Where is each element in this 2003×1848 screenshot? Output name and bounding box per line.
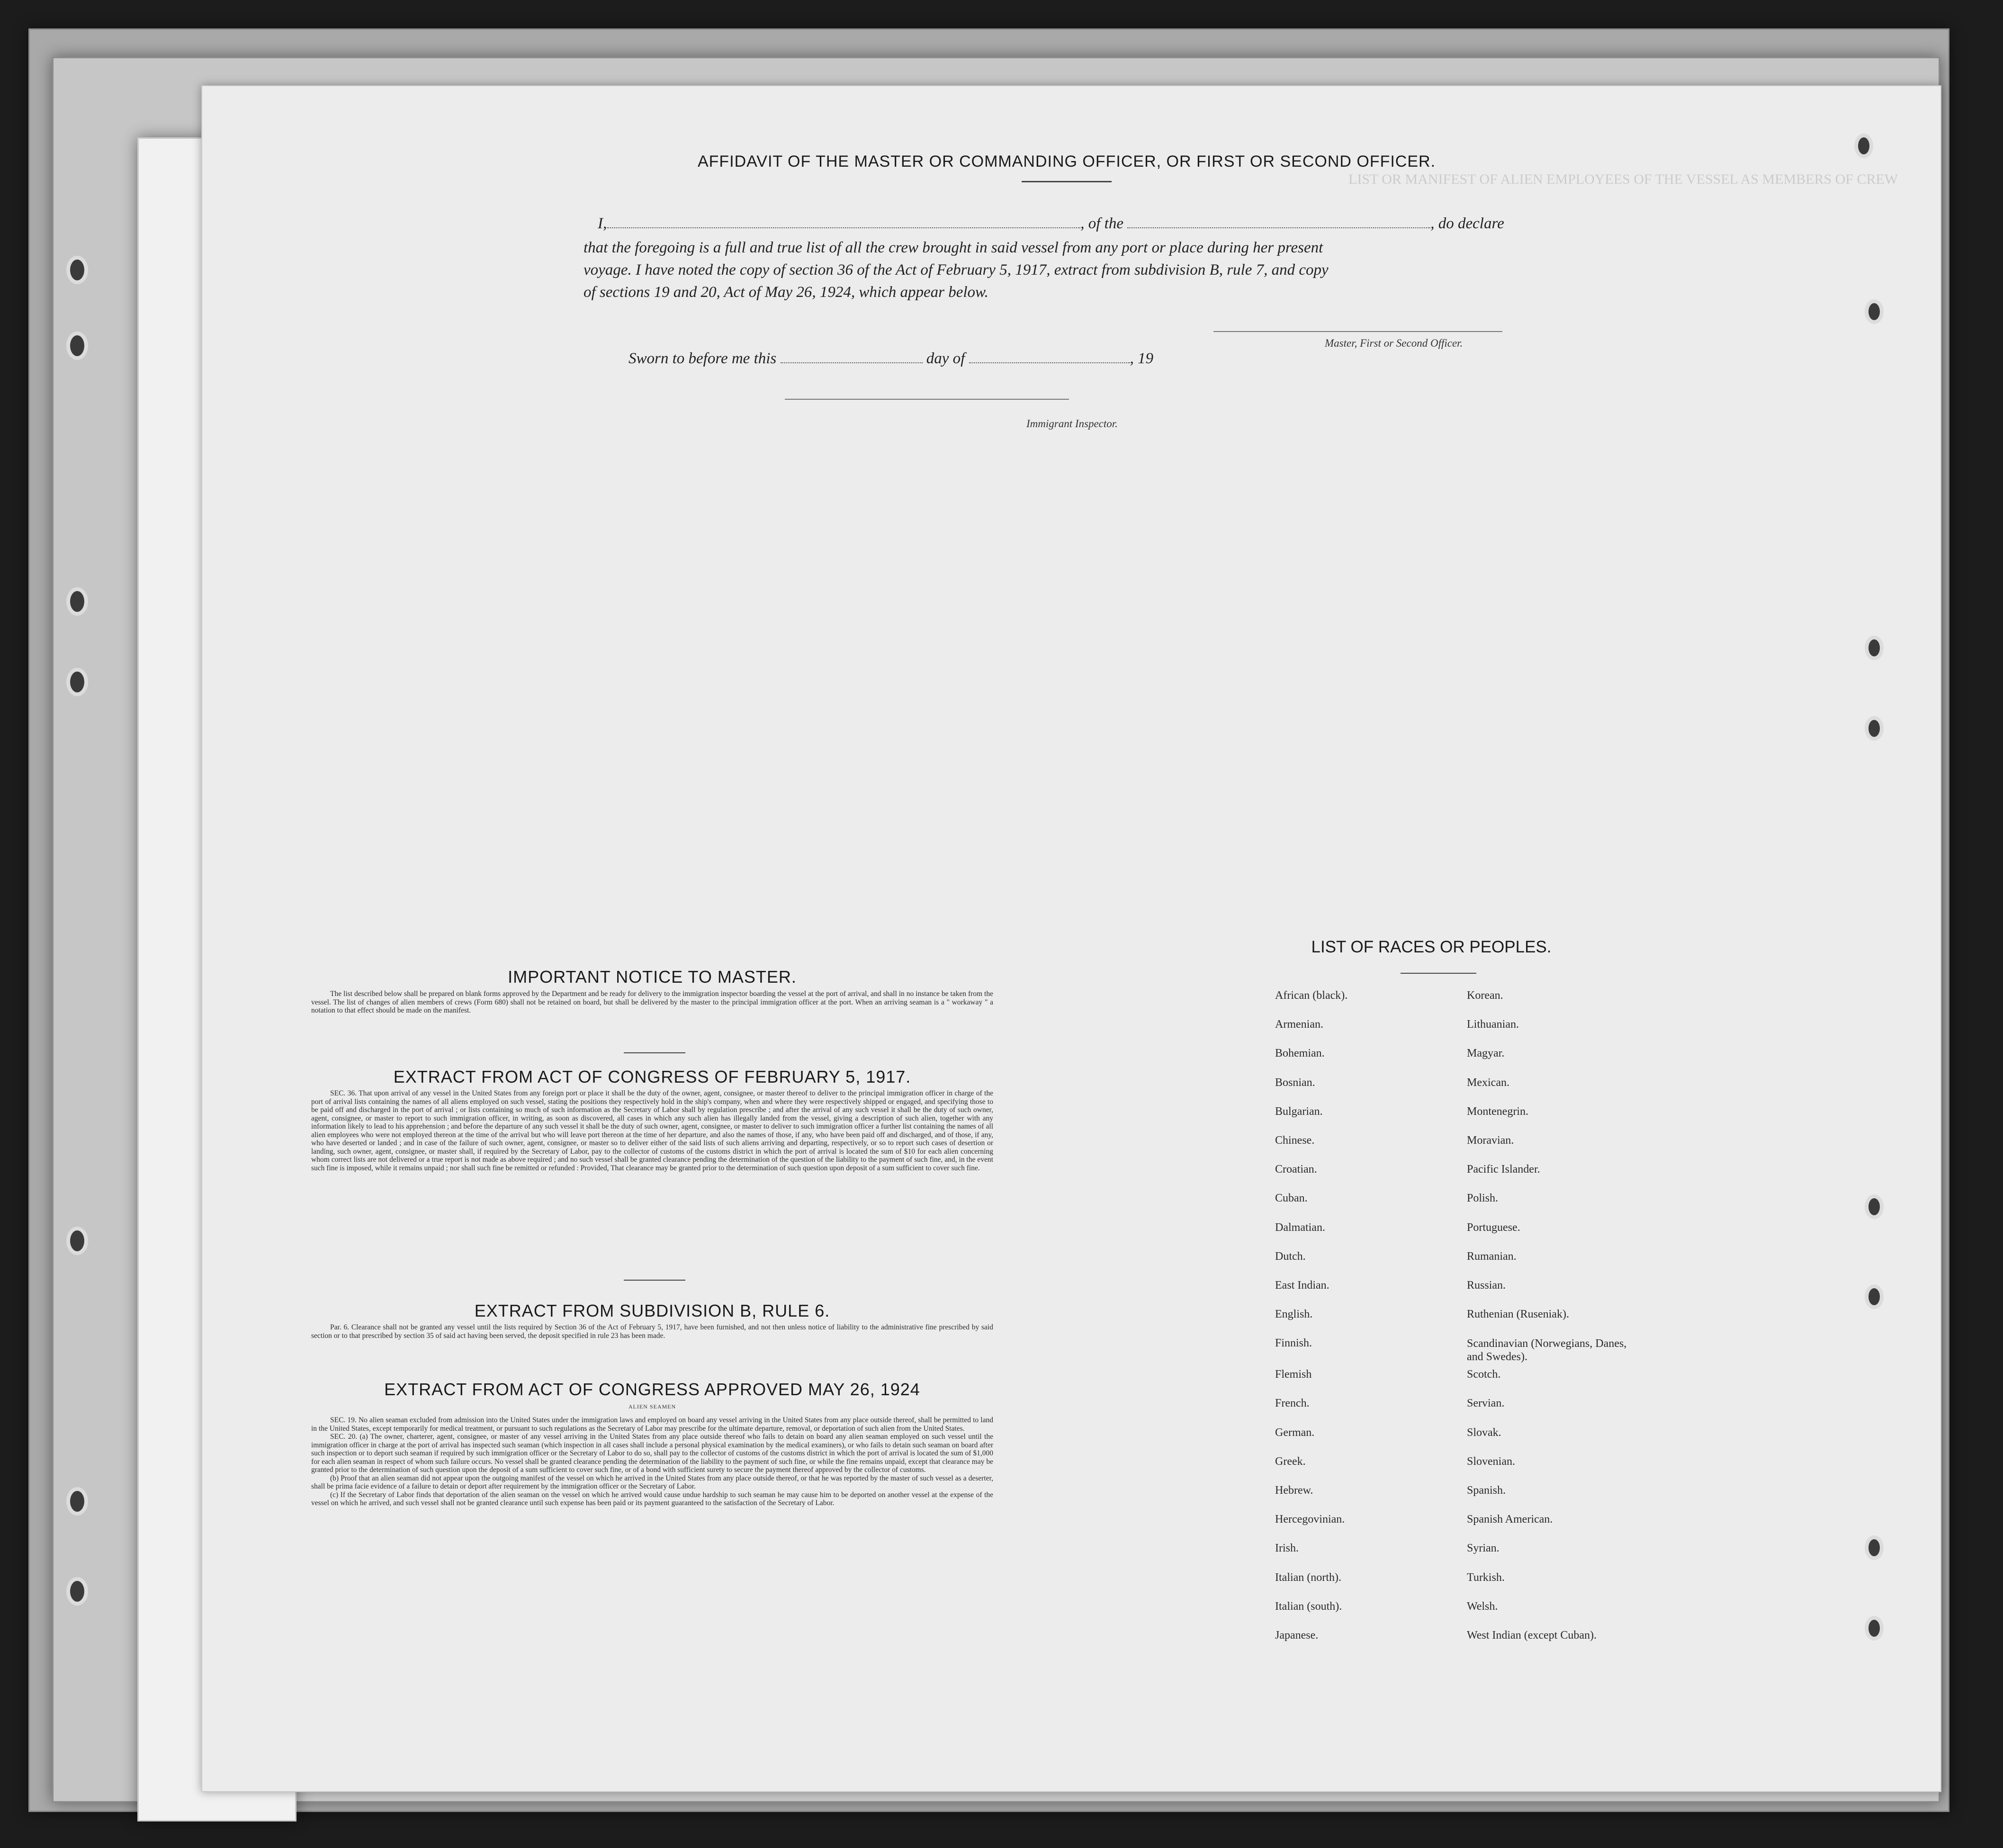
section-19-paragraph: SEC. 19. No alien seaman excluded from admission into the United States under the immigration laws and employed on board any vessel arriving in the United States from any place outside thereof, shall be permitted to land in the United States, except temporarily for medical treatment, or pursuant to such regulations as the Secretary of Labor may prescribe for the ultimate departure, removal, or deportation of such alien from the United States. xyxy=(311,1416,993,1433)
race-item: Bosnian. xyxy=(1275,1076,1315,1089)
race-item: Servian. xyxy=(1467,1397,1505,1410)
form-page xyxy=(201,85,1941,1792)
sworn-prefix: Sworn to before me this xyxy=(629,350,777,367)
race-item: Slovak. xyxy=(1467,1426,1501,1439)
punch-hole xyxy=(66,332,88,360)
race-item: Rumanian. xyxy=(1467,1250,1517,1263)
race-item: Chinese. xyxy=(1275,1134,1315,1147)
notice-text xyxy=(311,990,993,1015)
races-heading: LIST OF RACES OR PEOPLES. xyxy=(1311,938,1552,956)
affidavit-title: AFFIDAVIT OF THE MASTER OR COMMANDING OFFICER, OR FIRST OR SECOND OFFICER. xyxy=(697,153,1436,170)
race-item: Syrian. xyxy=(1467,1542,1500,1555)
race-item: Scotch. xyxy=(1467,1368,1501,1381)
bleed-through: LIST OR MANIFEST OF ALIEN EMPLOYEES OF THE VESSEL AS MEMBERS OF CREW xyxy=(1348,171,1898,187)
race-item: Polish. xyxy=(1467,1192,1499,1205)
race-item: Pacific Islander. xyxy=(1467,1163,1540,1176)
race-item: Croatian. xyxy=(1275,1163,1317,1176)
race-item: Korean. xyxy=(1467,989,1503,1002)
sworn-year: , 19 xyxy=(1130,350,1154,367)
extract-1917-heading: EXTRACT FROM ACT OF CONGRESS OF FEBRUARY 5, 1917. xyxy=(393,1067,911,1086)
race-item: Turkish. xyxy=(1467,1571,1505,1584)
race-item: Slovenian. xyxy=(1467,1455,1515,1468)
extract-1917-text xyxy=(311,1089,993,1172)
section-20c-paragraph: (c) If the Secretary of Labor finds that deportation of the alien seaman on the vessel on which he arrived would cause undue hardship to such seaman he may cause him to be deported on another vessel at the expense of the vessel on which he arrived, and such vessel shall not be granted clearance until such expense has been paid or its payment guaranteed to the satisfaction of the Secretary of Labor. xyxy=(311,1490,993,1507)
race-item: German. xyxy=(1275,1426,1315,1439)
affidavit-line-4: of sections 19 and 20, Act of May 26, 1924, which appear below. xyxy=(584,284,988,301)
section-20a-paragraph: SEC. 20. (a) The owner, charterer, agent, consignee, or master of any vessel arriving in the United States from any place outside thereof who fails to detain on board any alien seaman employed on such vessel until the immigration officer in charge at the port of arrival has inspected such seaman (which inspection in all cases shall include a personal physical examination by the medical examiners), or who fails to detain such seaman on board after such inspection or to deport such seaman if required by such immigration officer or the Secretary of Labor to do so, shall pay to the collector of customs of the customs district in which the port of arrival is located the sum of $1,000 for each alien seaman in respect of whom such failure occurs. No vessel shall be granted clearance pending the determination of the liability to the payment of such fine, or while the fine remains unpaid, except that clearance may be granted prior to the determination of such question upon the deposit of a sum sufficient to cover such fine, or of a bond with sufficient surety to secure the payment thereof approved by the collector of customs. xyxy=(311,1433,993,1474)
alien-seamen-subheading: ALIEN SEAMEN xyxy=(628,1403,676,1410)
race-item: French. xyxy=(1275,1397,1310,1410)
race-item: Armenian. xyxy=(1275,1018,1323,1031)
race-item: Japanese. xyxy=(1275,1629,1319,1642)
race-item: Ruthenian (Ruseniak). xyxy=(1467,1308,1569,1321)
race-item: Bulgarian. xyxy=(1275,1105,1323,1118)
extract-1924-heading: EXTRACT FROM ACT OF CONGRESS APPROVED MAY 26, 1924 xyxy=(384,1380,920,1399)
inspector-signature-line[interactable] xyxy=(785,399,1069,400)
affidavit-line-1 xyxy=(598,215,1504,233)
punch-hole xyxy=(1865,1535,1884,1560)
punch-hole xyxy=(66,668,88,696)
name-field[interactable] xyxy=(607,217,1080,228)
race-item: Finnish. xyxy=(1275,1337,1312,1350)
section-36-paragraph: SEC. 36. That upon arrival of any vessel in the United States from any foreign port or place it shall be the duty of the owner, agent, consignee, or master thereof to deliver to the principal immigration officer in charge of the port of arrival lists containing the names of all aliens employed on such vessel, stating the positions they respectively hold in the ship's company, when and where they were respectively shipped or engaged, and specifying those to be paid off and discharged in the port of arrival ; or lists containing so much of such information as the Secretary of Labor shall by regulation prescribe ; and after the arrival of any such vessel it shall be the duty of such owner, agent, consignee, or master to report to such immigration officer, in writing, as soon as discovered, all cases in which any such alien has illegally landed from the vessel, giving a description of such alien, together with any information likely to lead to his apprehension ; and before the departure of any such vessel it shall be the duty of such owner, agent, consignee, or master to deliver to such immigration officer a further list containing the names of all alien employees who were not employed thereon at the time of the arrival but who will leave port thereon at the time of her departure, and also the names of those, if any, who have been paid off and discharged, and of those, if any, who have deserted or landed ; and in case of the failure of such owner, agent, consignee, or master so to deliver either of the said lists of such aliens arriving and departing, respectively, or so to report such cases of desertion or landing, such owner, agent, consignee, or master shall, if required by the Secretary of Labor, pay to the collector of customs of the customs district in which the port of arrival is located the sum of $10 for each alien concerning whom correct lists are not delivered or a true report is not made as above required ; and no such vessel shall be granted clearance pending the determination of the question of the liability to the payment of such fine, and, in the event such fine is imposed, while it remains unpaid ; nor shall such fine be remitted or refunded : Provided, That clearance may be granted prior to the determination of such question upon deposit of a sum sufficient to cover such fine. xyxy=(311,1089,993,1172)
race-item: Russian. xyxy=(1467,1279,1506,1292)
affidavit-line-3: voyage. I have noted the copy of section 36 of the Act of February 5, 1917, extract from subdivision B, rule 7, and copy xyxy=(584,261,1329,278)
section-20b-paragraph: (b) Proof that an alien seaman did not appear upon the outgoing manifest of the vessel on which he arrived in the United States from any place outside thereof, or that he was reported by the master of such vessel as a deserter, shall be prima facie evidence of a failure to detain or deport after requirement by the immigration officer or the Secretary of Labor. xyxy=(311,1474,993,1490)
race-item: Italian (south). xyxy=(1275,1600,1342,1613)
punch-hole xyxy=(1865,1194,1884,1219)
notice-paragraph: The list described below shall be prepared on blank forms approved by the Department and be ready for delivery to the immigration inspector boarding the vessel at the port of arrival, and shall in no instance be taken from the vessel. The list of changes of alien members of crews (Form 680) shall not be retained on board, but shall be delivered by the master to the principal immigration officer at the port. When an arriving seaman is a " workaway " a notation to that effect should be made on the manifest. xyxy=(311,990,993,1014)
affidavit-declare: , do declare xyxy=(1430,215,1504,232)
races-right-column xyxy=(1467,989,1637,1658)
notice-heading: IMPORTANT NOTICE TO MASTER. xyxy=(508,967,797,987)
divider xyxy=(624,1280,685,1281)
race-item: Moravian. xyxy=(1467,1134,1514,1147)
race-item: Flemish xyxy=(1275,1368,1312,1381)
affidavit-line-2: that the foregoing is a full and true list of all the crew brought in said vessel from any port or place during her present xyxy=(584,239,1323,256)
race-item: Magyar. xyxy=(1467,1047,1505,1060)
race-item: Dutch. xyxy=(1275,1250,1306,1263)
race-item: Hercegovinian. xyxy=(1275,1513,1345,1526)
sworn-day-of: day of xyxy=(926,350,965,367)
punch-hole xyxy=(1865,1284,1884,1309)
race-item: Cuban. xyxy=(1275,1192,1308,1205)
punch-hole xyxy=(66,1227,88,1255)
race-item: Lithuanian. xyxy=(1467,1018,1519,1031)
punch-hole xyxy=(1865,716,1884,741)
affidavit-i: I, xyxy=(598,215,607,232)
punch-hole xyxy=(66,1487,88,1516)
divider xyxy=(1401,973,1476,974)
inspector-caption: Immigrant Inspector. xyxy=(1026,418,1118,430)
race-item: African (black). xyxy=(1275,989,1348,1002)
punch-hole xyxy=(1865,636,1884,660)
race-item: East Indian. xyxy=(1275,1279,1329,1292)
race-item: Greek. xyxy=(1275,1455,1306,1468)
master-caption: Master, First or Second Officer. xyxy=(1325,337,1463,349)
race-item: Italian (north). xyxy=(1275,1571,1341,1584)
divider xyxy=(624,1052,685,1053)
races-left-column xyxy=(1275,989,1347,1658)
race-item: English. xyxy=(1275,1308,1313,1321)
race-item: Irish. xyxy=(1275,1542,1299,1555)
race-item: Bohemian. xyxy=(1275,1047,1325,1060)
race-item: West Indian (except Cuban). xyxy=(1467,1629,1597,1642)
day-field[interactable] xyxy=(781,352,923,363)
vessel-field[interactable] xyxy=(1127,217,1430,228)
extract-rule6-heading: EXTRACT FROM SUBDIVISION B, RULE 6. xyxy=(474,1301,830,1320)
race-item: Scandinavian (Norwegians, Danes, and Swedes). xyxy=(1467,1337,1627,1364)
race-item: Spanish. xyxy=(1467,1484,1506,1497)
affidavit-of-the: , of the xyxy=(1080,215,1123,232)
extract-1924-text xyxy=(311,1416,993,1507)
race-item: Hebrew. xyxy=(1275,1484,1313,1497)
race-item: Mexican. xyxy=(1467,1076,1509,1089)
extract-rule6-text xyxy=(311,1323,993,1340)
punch-hole xyxy=(66,256,88,284)
race-item: Dalmatian. xyxy=(1275,1221,1325,1234)
month-field[interactable] xyxy=(969,352,1130,363)
punch-hole xyxy=(1865,1616,1884,1641)
rule6-paragraph: Par. 6. Clearance shall not be granted any vessel until the lists required by Section 36 of the Act of February 5, 1917, have been furnished, and not then unless notice of liability to the administrative fine prescribed by said section or to that prescribed by section 35 of said act having been served, the deposit specified in rule 23 has been made. xyxy=(311,1323,993,1340)
punch-hole xyxy=(1865,299,1884,324)
punch-hole xyxy=(66,1577,88,1606)
race-item: Portuguese. xyxy=(1467,1221,1520,1234)
punch-hole xyxy=(1854,134,1873,158)
master-signature-line[interactable] xyxy=(1213,331,1502,332)
race-item: Welsh. xyxy=(1467,1600,1498,1613)
race-item: Spanish American. xyxy=(1467,1513,1553,1526)
divider xyxy=(1022,181,1112,182)
race-item: Montenegrin. xyxy=(1467,1105,1528,1118)
punch-hole xyxy=(66,587,88,616)
sworn-line xyxy=(629,350,1153,368)
